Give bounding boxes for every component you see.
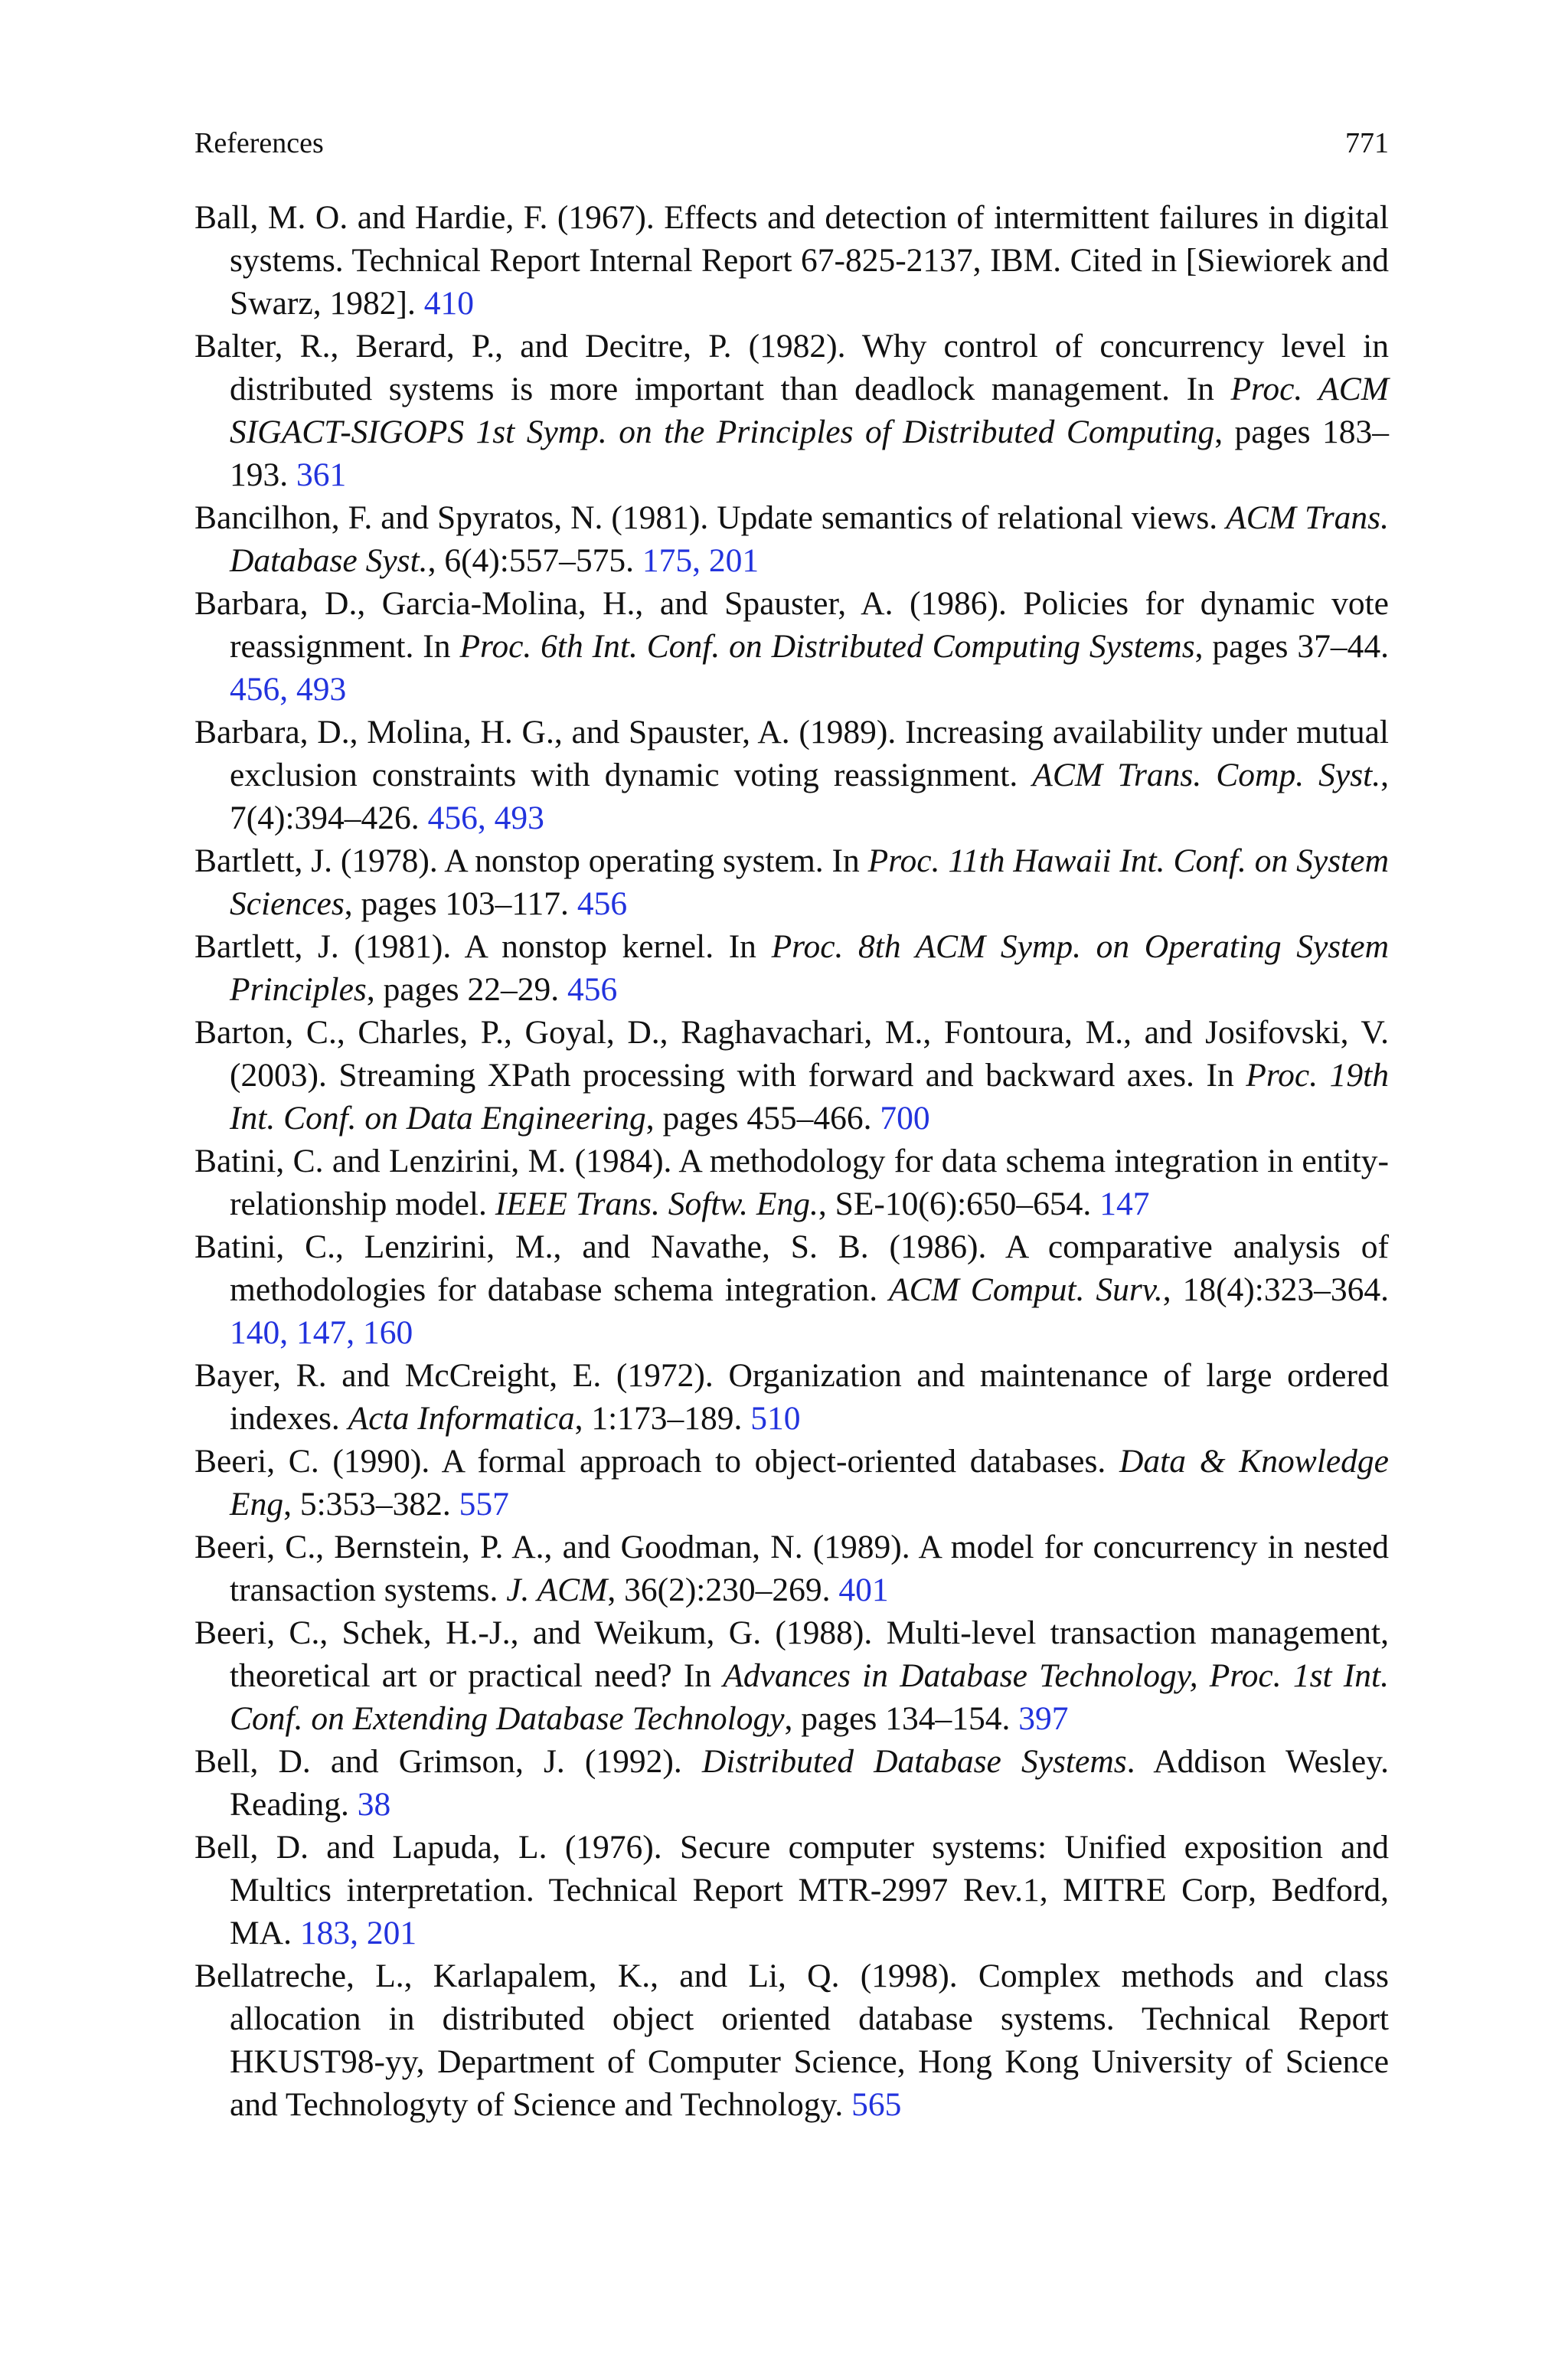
reference-details: , pages 22–29. bbox=[366, 971, 560, 1008]
reference-entry bbox=[194, 1354, 1389, 1440]
reference-details: , 1:173–189. bbox=[574, 1400, 743, 1437]
backref-link[interactable]: 183, 201 bbox=[299, 1915, 417, 1951]
reference-details: , 36(2):230–269. bbox=[607, 1572, 831, 1608]
reference-venue: Data & Knowledge Eng bbox=[230, 1443, 1389, 1523]
reference-text: Barton, C., Charles, P., Goyal, D., Raghavachari, M., Fontoura, M., and Josifovski, V. (2003). Streaming XPath processing with forward and backward axes. In bbox=[194, 1014, 1389, 1094]
reference-text: Bayer, R. and McCreight, E. (1972). Organization and maintenance of large ordered indexes. bbox=[194, 1357, 1389, 1437]
backref-link[interactable]: 456 bbox=[577, 885, 628, 922]
reference-text: Barbara, D., Molina, H. G., and Spauster, A. (1989). Increasing availability under mutual exclusion constraints with dynamic voting reassignment. bbox=[194, 714, 1389, 793]
reference-venue: Proc. ACM SIGACT-SIGOPS 1st Symp. on the Principles of Distributed Computing bbox=[230, 371, 1389, 450]
reference-details: , 18(4):323–364. bbox=[1162, 1271, 1390, 1308]
reference-entry bbox=[194, 582, 1389, 711]
reference-entry bbox=[194, 1954, 1389, 2126]
reference-venue: ACM Comput. Surv. bbox=[889, 1271, 1163, 1308]
reference-venue: Advances in Database Technology, Proc. 1st Int. Conf. on Extending Database Technology bbox=[230, 1657, 1389, 1737]
reference-text: Beeri, C. (1990). A formal approach to object-oriented databases. bbox=[194, 1443, 1119, 1480]
backref-link[interactable]: 700 bbox=[880, 1100, 930, 1137]
backref-link[interactable]: 510 bbox=[750, 1400, 801, 1437]
reference-details: . Addison Wesley. Reading. bbox=[230, 1743, 1389, 1823]
reference-details: , pages 455–466. bbox=[645, 1100, 872, 1137]
backref-link[interactable]: 456 bbox=[567, 971, 618, 1008]
reference-entry bbox=[194, 196, 1389, 325]
reference-entry bbox=[194, 1526, 1389, 1611]
reference-venue: Proc. 19th Int. Conf. on Data Engineering bbox=[230, 1057, 1389, 1137]
reference-entry bbox=[194, 1011, 1389, 1140]
reference-entry bbox=[194, 1140, 1389, 1225]
reference-text: Batini, C., Lenzirini, M., and Navathe, S. B. (1986). A comparative analysis of methodologies for database schema integration. bbox=[194, 1228, 1389, 1308]
reference-details: , 7(4):394–426. bbox=[230, 757, 1389, 836]
backref-link[interactable]: 361 bbox=[296, 456, 347, 493]
backref-link[interactable]: 140, 147, 160 bbox=[230, 1314, 413, 1351]
reference-entry bbox=[194, 925, 1389, 1011]
running-head bbox=[194, 124, 1389, 162]
reference-entry bbox=[194, 839, 1389, 925]
backref-link[interactable]: 565 bbox=[851, 2086, 902, 2123]
backref-link[interactable]: 397 bbox=[1018, 1700, 1069, 1737]
reference-venue: ACM Trans. Comp. Syst. bbox=[1032, 757, 1381, 793]
backref-link[interactable]: 410 bbox=[423, 285, 474, 322]
reference-text: Bartlett, J. (1981). A nonstop kernel. In bbox=[194, 928, 772, 965]
reference-text: Bartlett, J. (1978). A nonstop operating system. In bbox=[194, 842, 868, 879]
reference-venue: Proc. 8th ACM Symp. on Operating System Principles bbox=[230, 928, 1389, 1008]
reference-venue: Distributed Database Systems bbox=[701, 1743, 1127, 1780]
backref-link[interactable]: 456, 493 bbox=[427, 800, 544, 836]
reference-details: , pages 103–117. bbox=[344, 885, 569, 922]
reference-entry bbox=[194, 1440, 1389, 1526]
section-title: References bbox=[194, 127, 324, 159]
reference-text: Beeri, C., Bernstein, P. A., and Goodman, N. (1989). A model for concurrency in nested transaction systems. bbox=[194, 1529, 1389, 1608]
reference-text: Bell, D. and Grimson, J. (1992). bbox=[194, 1743, 702, 1780]
reference-venue: Proc. 11th Hawaii Int. Conf. on System Sciences bbox=[230, 842, 1389, 922]
backref-link[interactable]: 38 bbox=[357, 1786, 391, 1823]
reference-entry bbox=[194, 1740, 1389, 1826]
reference-text: Bancilhon, F. and Spyratos, N. (1981). Update semantics of relational views. bbox=[194, 499, 1227, 536]
reference-venue: J. ACM bbox=[506, 1572, 608, 1608]
reference-details: , SE-10(6):650–654. bbox=[818, 1186, 1092, 1222]
reference-details: , 5:353–382. bbox=[283, 1486, 451, 1523]
reference-text: Ball, M. O. and Hardie, F. (1967). Effects and detection of intermittent failures in digital systems. Technical Report Internal Report 67-825-2137, IBM. Cited in [Siewiorek and Swarz, 1982]. bbox=[194, 199, 1389, 322]
reference-text: Batini, C. and Lenzirini, M. (1984). A methodology for data schema integration in entity-relationship model. bbox=[194, 1143, 1389, 1222]
page-number: 771 bbox=[1345, 127, 1389, 159]
reference-entry bbox=[194, 325, 1389, 496]
reference-entry bbox=[194, 1225, 1389, 1354]
backref-link[interactable]: 147 bbox=[1099, 1186, 1150, 1222]
reference-list bbox=[194, 196, 1389, 2126]
reference-text: Beeri, C., Schek, H.-J., and Weikum, G. (1988). Multi-level transaction management, theoretical art or practical need? In bbox=[194, 1614, 1389, 1694]
reference-entry bbox=[194, 1826, 1389, 1954]
reference-text: Bell, D. and Lapuda, L. (1976). Secure computer systems: Unified exposition and Multics interpretation. Technical Report MTR-2997 Rev.1, MITRE Corp, Bedford, MA. bbox=[194, 1829, 1389, 1951]
reference-details: , pages 134–154. bbox=[784, 1700, 1011, 1737]
reference-details: , 6(4):557–575. bbox=[427, 542, 634, 579]
reference-text: Barbara, D., Garcia-Molina, H., and Spauster, A. (1986). Policies for dynamic vote reassignment. In bbox=[194, 585, 1389, 665]
backref-link[interactable]: 401 bbox=[838, 1572, 889, 1608]
reference-details: , pages 37–44. bbox=[1194, 628, 1389, 665]
reference-entry bbox=[194, 1611, 1389, 1740]
backref-link[interactable]: 557 bbox=[459, 1486, 509, 1523]
reference-venue: Acta Informatica bbox=[348, 1400, 575, 1437]
reference-text: Bellatreche, L., Karlapalem, K., and Li, Q. (1998). Complex methods and class allocation in distributed object oriented database systems. Technical Report HKUST98-yy, Department of Computer Science, Hong Kong University of Science and Technologyty of Science and Technology. bbox=[194, 1958, 1389, 2123]
reference-venue: IEEE Trans. Softw. Eng. bbox=[495, 1186, 818, 1222]
reference-venue: ACM Trans. Database Syst. bbox=[230, 499, 1389, 579]
backref-link[interactable]: 456, 493 bbox=[230, 671, 347, 708]
reference-text: Balter, R., Berard, P., and Decitre, P. (1982). Why control of concurrency level in distributed systems is more important than deadlock management. In bbox=[194, 328, 1389, 407]
backref-link[interactable]: 175, 201 bbox=[642, 542, 760, 579]
reference-entry bbox=[194, 711, 1389, 839]
reference-venue: Proc. 6th Int. Conf. on Distributed Computing Systems bbox=[459, 628, 1195, 665]
reference-entry bbox=[194, 496, 1389, 582]
reference-details: , pages 183–193. bbox=[230, 414, 1390, 493]
